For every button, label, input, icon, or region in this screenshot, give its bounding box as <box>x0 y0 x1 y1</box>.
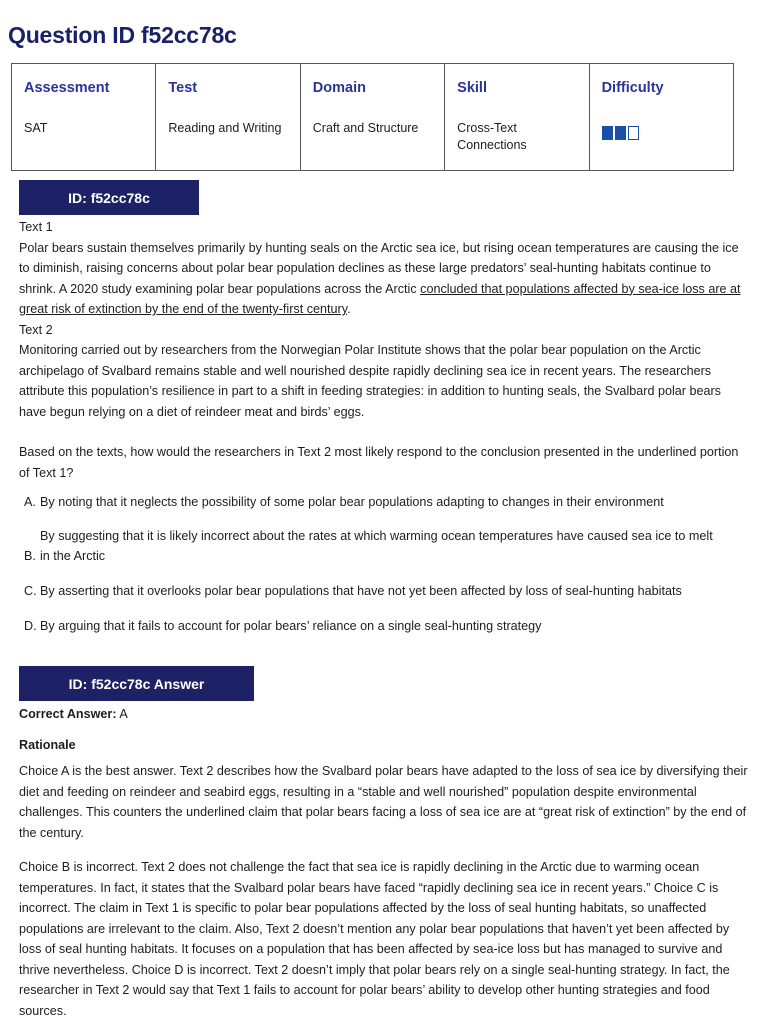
meta-header-domain: Domain <box>312 80 366 96</box>
meta-cell-test <box>156 64 300 171</box>
choice-a-letter: A. <box>24 495 36 509</box>
choice-b[interactable] <box>24 526 752 566</box>
choice-c[interactable] <box>24 581 752 601</box>
meta-header-skill: Skill <box>457 80 487 96</box>
choice-d-letter: D. <box>24 619 37 633</box>
rationale-heading: Rationale <box>19 738 76 752</box>
difficulty-bar-empty <box>628 126 639 140</box>
meta-cell-difficulty <box>589 64 733 171</box>
choice-c-text: By asserting that it overlooks polar bear populations that have not yet been affected by loss of seal-hunting habitats <box>40 584 682 598</box>
text1-body: Polar bears sustain themselves primarily by hunting seals on the Arctic sea ice, but rising ocean temperatures are causing the ice to diminish, raising concerns about polar bear population declines as these large predators’ seal-hunting habitats continue to shrink. A 2020 study examining polar bear populations across the Arctic concluded that populations affected by sea-ice loss are at great risk of extinction by the end of the twenty-first century. <box>19 240 741 316</box>
question-id-banner: ID: f52cc78c <box>19 180 199 215</box>
difficulty-bars-icon <box>602 126 721 140</box>
choice-b-text-line2: in the Arctic <box>40 549 106 563</box>
meta-value-domain: Craft and Structure <box>312 121 419 135</box>
meta-cell-assessment <box>12 64 156 171</box>
choice-c-letter: C. <box>24 584 37 598</box>
meta-header-test: Test <box>168 80 198 96</box>
answer-id-banner: ID: f52cc78c Answer <box>19 666 254 701</box>
question-metadata-table <box>11 63 734 171</box>
rationale-paragraph-1: Choice A is the best answer. Text 2 describes how the Svalbard polar bears have adapted to the loss of sea ice by diversifying their diet and feeding on reindeer and seabird eggs, resulting in a “stable and well nourished” population despite environmental challenges. This counters the underlined claim that polar bears facing a loss of sea ice are at “great risk of extinction” by the end of the century. <box>19 764 748 840</box>
meta-cell-skill <box>445 64 589 171</box>
text1-label: Text 1 <box>19 220 53 234</box>
text1-underlined-claim: concluded that populations affected by sea-ice loss are at great risk of extinction by the end of the twenty-first century <box>19 281 741 316</box>
choice-d[interactable] <box>24 616 752 636</box>
rationale-paragraph-2: Choice B is incorrect. Text 2 does not challenge the fact that sea ice is rapidly declining in the Arctic due to warming ocean temperatures. In fact, it states that the Svalbard polar bears have faced “rapidly declining sea ice in recent years.” Choice C is incorrect. The claim in Text 1 is specific to polar bear populations affected by the loss of seal hunting habitats, so unaffected populations are irrelevant to the claim. Also, Text 2 doesn’t mention any polar bear populations that haven’t yet been affected by loss of seal hunting habitats. It focuses on a population that has been affected by sea-ice loss but has managed to survive and thrive nevertheless. Choice D is incorrect. Text 2 doesn’t imply that polar bears rely on a single seal-hunting strategy. In fact, the researcher in Text 2 would say that Text 1 fails to account for polar bears’ ability to develop other hunting strategies and food sources. <box>19 860 730 1018</box>
correct-answer-value: A <box>119 707 128 721</box>
difficulty-bar-filled <box>602 126 613 140</box>
difficulty-bar-filled <box>615 126 626 140</box>
text2-label: Text 2 <box>19 322 53 337</box>
question-prompt: Based on the texts, how would the researchers in Text 2 most likely respond to the conclusion presented in the underlined portion of Text 1? <box>19 445 739 480</box>
page-title: Question ID f52cc78c <box>8 22 237 48</box>
correct-answer-label: Correct Answer: <box>19 707 117 721</box>
meta-cell-domain <box>300 64 444 171</box>
meta-value-skill: Cross-Text Connections <box>457 121 527 152</box>
meta-header-difficulty: Difficulty <box>601 80 664 96</box>
choice-b-letter: B. <box>24 549 36 563</box>
choice-b-text-line1: By suggesting that it is likely incorrect about the rates at which warming ocean temperatures have caused sea ice to melt <box>40 529 713 543</box>
choice-a[interactable] <box>24 492 752 512</box>
correct-answer-line <box>19 704 749 725</box>
meta-value-test: Reading and Writing <box>168 121 282 135</box>
meta-value-assessment: SAT <box>24 121 48 135</box>
choice-a-text: By noting that it neglects the possibility of some polar bear populations adapting to changes in their environment <box>40 495 664 509</box>
passages <box>19 217 749 422</box>
choice-d-text: By arguing that it fails to account for polar bears’ reliance on a single seal-hunting strategy <box>40 619 542 633</box>
meta-header-assessment: Assessment <box>24 80 110 96</box>
text2-body: Monitoring carried out by researchers from the Norwegian Polar Institute shows that the polar bear population on the Arctic archipelago of Svalbard remains stable and well nourished despite rapidly declining sea ice in recent years. The researchers attribute this population’s resilience in part to a shift in feeding strategies: in addition to hunting seals, the Svalbard polar bears have begun relying on a diet of reindeer meat and birds’ eggs. <box>19 343 721 419</box>
